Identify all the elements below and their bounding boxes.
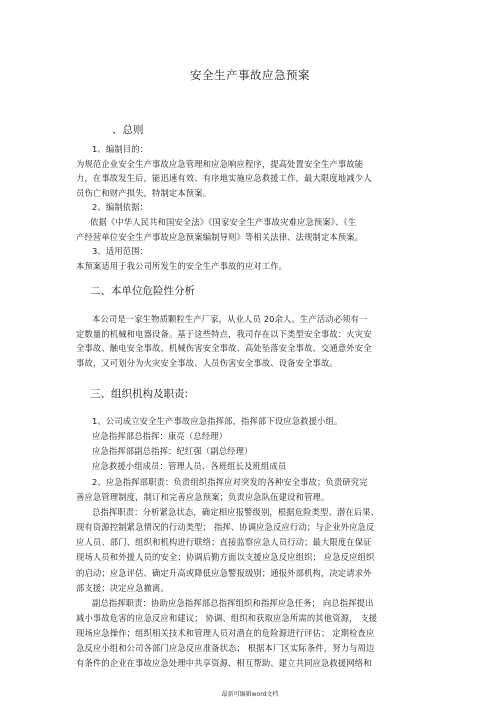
org-line: 现场应急操作；组织相关技术和管理人员对潜在的危险源进行评估； 定期检查应 bbox=[76, 628, 375, 639]
general-line: 产经营单位安全生产事故应急预案编制导则》等相关法律、法规制定本预案。 bbox=[76, 231, 364, 242]
org-line: 急反应小组和公司各部门应急反应准备状态； 根据本厂区实际条件，努力与周边 bbox=[76, 643, 375, 654]
page-footer: 最新可编辑word文档 bbox=[221, 691, 279, 698]
org-line: 部支援；决定应急撤离。 bbox=[76, 582, 169, 593]
org-line: 的启动；应急评估、确定升高或降低应急警报级别；通报外部机构，决定请求外 bbox=[76, 567, 372, 578]
hazard-line: 全事故、触电安全事故、机械伤害安全事故、高处坠落安全事故、交通意外安全 bbox=[76, 343, 372, 354]
section-heading-general: 、总则 bbox=[112, 124, 144, 136]
general-line: 本预案适用于我公司所发生的安全生产事故的应对工作。 bbox=[76, 260, 288, 271]
org-line: 应人员、部门、组织和机构进行联络；直接监察应急人员行动；最大限度在保证 bbox=[76, 537, 372, 548]
general-line: 员伤亡和财产损失，特制定本预案。 bbox=[76, 187, 212, 198]
hazard-line: 本公司是一家生物质颗粒生产厂家，从业人员 20余人。生产活动必须有一 bbox=[92, 314, 368, 324]
org-line: 有条件的企业在事故应急处理中共享资源、相互帮助、建立共同应急救援网络和 bbox=[76, 658, 372, 669]
org-line: 1、公司成立安全生产事故应急指挥部，指挥部下设应急救援小组。 bbox=[92, 416, 343, 426]
section-heading-hazard: 二、本单位危险性分析 bbox=[90, 285, 195, 297]
org-line: 副总指挥职责：协助应急指挥部总指挥组织和指挥应急任务； 向总指挥提出 bbox=[92, 597, 374, 608]
hazard-line: 事故，又可划分为火灾安全事故、人员伤害安全事故、设备安全事故。 bbox=[76, 357, 338, 368]
document-title: 安全生产事故应急预案 bbox=[190, 68, 310, 82]
general-line: 1、编制目的： bbox=[92, 144, 149, 154]
section-heading-org: 三、组织机构及职责: bbox=[90, 388, 189, 400]
org-line: 总指挥职责：分析紧急状态，确定相应报警级别，根据危险类型、潜在后果、 bbox=[92, 506, 380, 517]
org-line: 减小事故危害的应急反应和建议； 协调、组织和获取应急所需的其他资源， 支援 bbox=[76, 612, 378, 623]
org-line: 应急救援小组成员：管理人员、各班组长及班组成员 bbox=[92, 461, 287, 472]
general-line: 2、编制依据： bbox=[92, 202, 149, 213]
hazard-line: 定数量的机械和电器设备。基于这些特点，我司存在以下类型安全事故：火灾安 bbox=[76, 328, 372, 339]
general-line: 力，在事故发生后，能迅速有效、有序地实施应急救援工作，最大限度地减少人 bbox=[76, 173, 372, 184]
general-line: 3、适用范围： bbox=[92, 246, 149, 257]
org-line: 善应急管理制度，制订和完善应急预案；负责应急队伍建设和管理。 bbox=[76, 491, 330, 502]
org-line: 现场人员和外援人员的安全；协调后勤方面以支援应急反应组织； 应急反应组织 bbox=[76, 552, 375, 563]
general-line: 为规范企业安全生产事故应急管理和应急响应程序，提高处置安全生产事故能 bbox=[76, 158, 364, 169]
org-line: 应急指挥部副总指挥：纪红强（副总经理） bbox=[92, 446, 253, 457]
org-line: 2、应急指挥部职责：负责组织指挥应对突发的各种安全事故；负责研究完 bbox=[92, 476, 368, 487]
org-line: 应急指挥部总指挥：康亮（总经理） bbox=[92, 431, 228, 442]
org-line: 现有资源控制紧急情况的行动类型； 指挥、协调应急反应行动；与企业外应急反 bbox=[76, 522, 375, 533]
general-line: 依据《中华人民共和国安全法》《国家安全生产事故灾难应急预案》、《生 bbox=[90, 217, 357, 227]
